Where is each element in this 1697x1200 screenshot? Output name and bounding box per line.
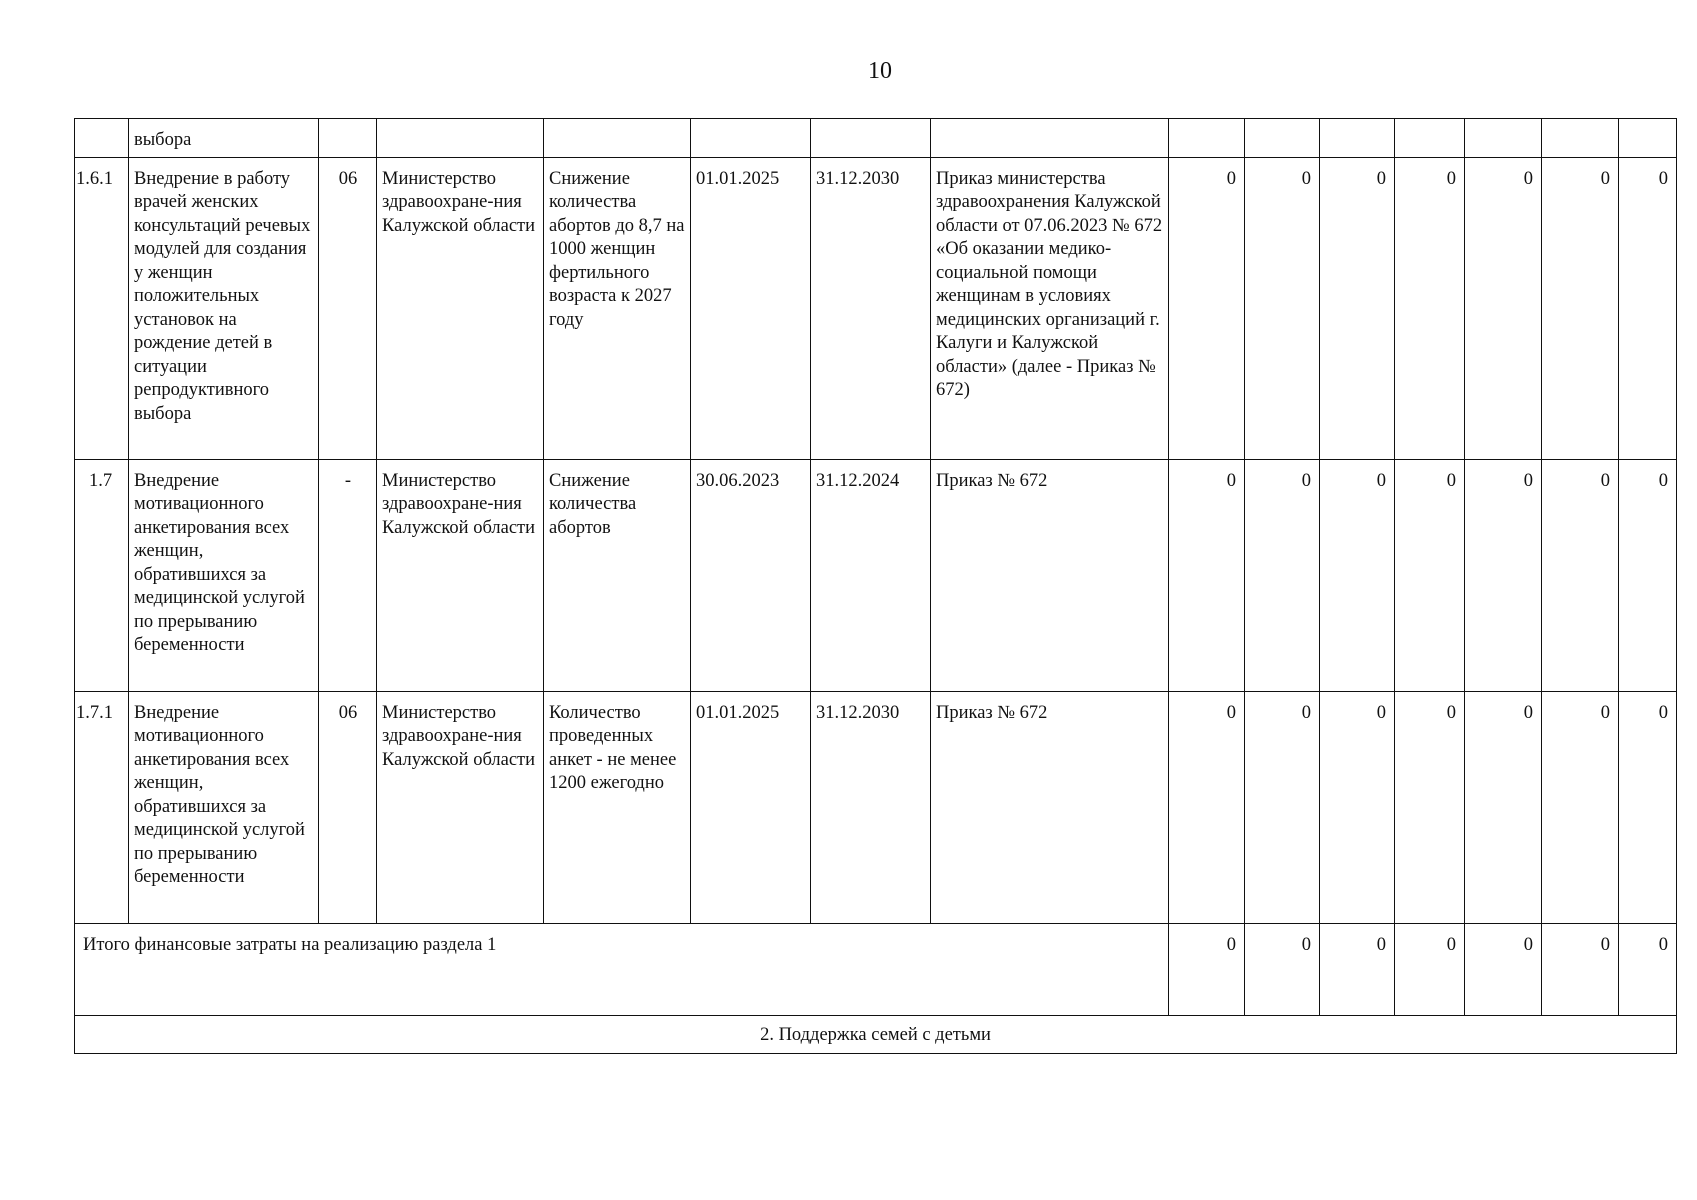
- row-value: 0: [1542, 157, 1619, 459]
- row-value: 0: [1169, 459, 1245, 691]
- row-executor: Министерство здравоохране-ния Калужской области: [377, 157, 544, 459]
- row-value: 0: [1465, 459, 1542, 691]
- total-value: 0: [1542, 923, 1619, 1015]
- row-end-date: 31.12.2030: [811, 691, 931, 923]
- row-start-date: 01.01.2025: [691, 157, 811, 459]
- row-value: 0: [1320, 691, 1395, 923]
- row-value: 0: [1395, 691, 1465, 923]
- row-index: 1.7.1: [75, 691, 129, 923]
- row-end-date: 31.12.2030: [811, 157, 931, 459]
- row-result: Снижение количества абортов до 8,7 на 1000 женщин фертильного возраста к 2027 году: [544, 157, 691, 459]
- total-label: Итого финансовые затраты на реализацию раздела 1: [75, 923, 1169, 1015]
- row-start-date: 01.01.2025: [691, 691, 811, 923]
- row-index: 1.6.1: [75, 157, 129, 459]
- total-value: 0: [1320, 923, 1395, 1015]
- row-value: 0: [1395, 157, 1465, 459]
- program-table: [74, 118, 1677, 1054]
- row-end-date: 31.12.2024: [811, 459, 931, 691]
- row-value: 0: [1245, 691, 1320, 923]
- page-number: 10: [868, 58, 892, 84]
- total-value: 0: [1619, 923, 1677, 1015]
- table-row: [75, 459, 1677, 691]
- row-value: 0: [1465, 157, 1542, 459]
- row-document: Приказ министерства здравоохранения Калужской области от 07.06.2023 № 672 «Об оказании медико-социальной помощи женщинам в условиях медицинских организаций г. Калуги и Калужской области» (далее - Приказ № 672): [931, 157, 1169, 459]
- row-value: 0: [1245, 157, 1320, 459]
- total-value: 0: [1245, 923, 1320, 1015]
- section-header-row: [75, 1015, 1677, 1054]
- section-header: 2. Поддержка семей с детьми: [75, 1015, 1677, 1054]
- row-code: 06: [319, 691, 377, 923]
- row-value: 0: [1465, 691, 1542, 923]
- row-result: Снижение количества абортов: [544, 459, 691, 691]
- row-value: 0: [1542, 691, 1619, 923]
- table-row-continuation: [75, 119, 1677, 158]
- row-code: 06: [319, 157, 377, 459]
- row-description: Внедрение мотивационного анкетирования всех женщин, обратившихся за медицинской услугой по прерыванию беременности: [129, 691, 319, 923]
- table-row-total: [75, 923, 1677, 1015]
- row-value: 0: [1619, 459, 1677, 691]
- row-value: 0: [1245, 459, 1320, 691]
- total-value: 0: [1169, 923, 1245, 1015]
- row-executor: Министерство здравоохране-ния Калужской области: [377, 691, 544, 923]
- row-value: 0: [1169, 157, 1245, 459]
- row-index: 1.7: [75, 459, 129, 691]
- table-row: [75, 691, 1677, 923]
- row-code: -: [319, 459, 377, 691]
- row-value: 0: [1542, 459, 1619, 691]
- row-document: Приказ № 672: [931, 691, 1169, 923]
- table-row: [75, 157, 1677, 459]
- row-value: 0: [1619, 157, 1677, 459]
- row-value: 0: [1395, 459, 1465, 691]
- total-value: 0: [1465, 923, 1542, 1015]
- row-description: Внедрение мотивационного анкетирования всех женщин, обратившихся за медицинской услугой по прерыванию беременности: [129, 459, 319, 691]
- row-description: Внедрение в работу врачей женских консультаций речевых модулей для создания у женщин положительных установок на рождение детей в ситуации репродуктивного выбора: [129, 157, 319, 459]
- row-value: 0: [1619, 691, 1677, 923]
- row-start-date: 30.06.2023: [691, 459, 811, 691]
- total-value: 0: [1395, 923, 1465, 1015]
- row-description: выбора: [129, 119, 319, 158]
- row-value: 0: [1169, 691, 1245, 923]
- row-value: 0: [1320, 157, 1395, 459]
- row-result: Количество проведенных анкет - не менее 1200 ежегодно: [544, 691, 691, 923]
- row-executor: Министерство здравоохране-ния Калужской области: [377, 459, 544, 691]
- row-value: 0: [1320, 459, 1395, 691]
- row-document: Приказ № 672: [931, 459, 1169, 691]
